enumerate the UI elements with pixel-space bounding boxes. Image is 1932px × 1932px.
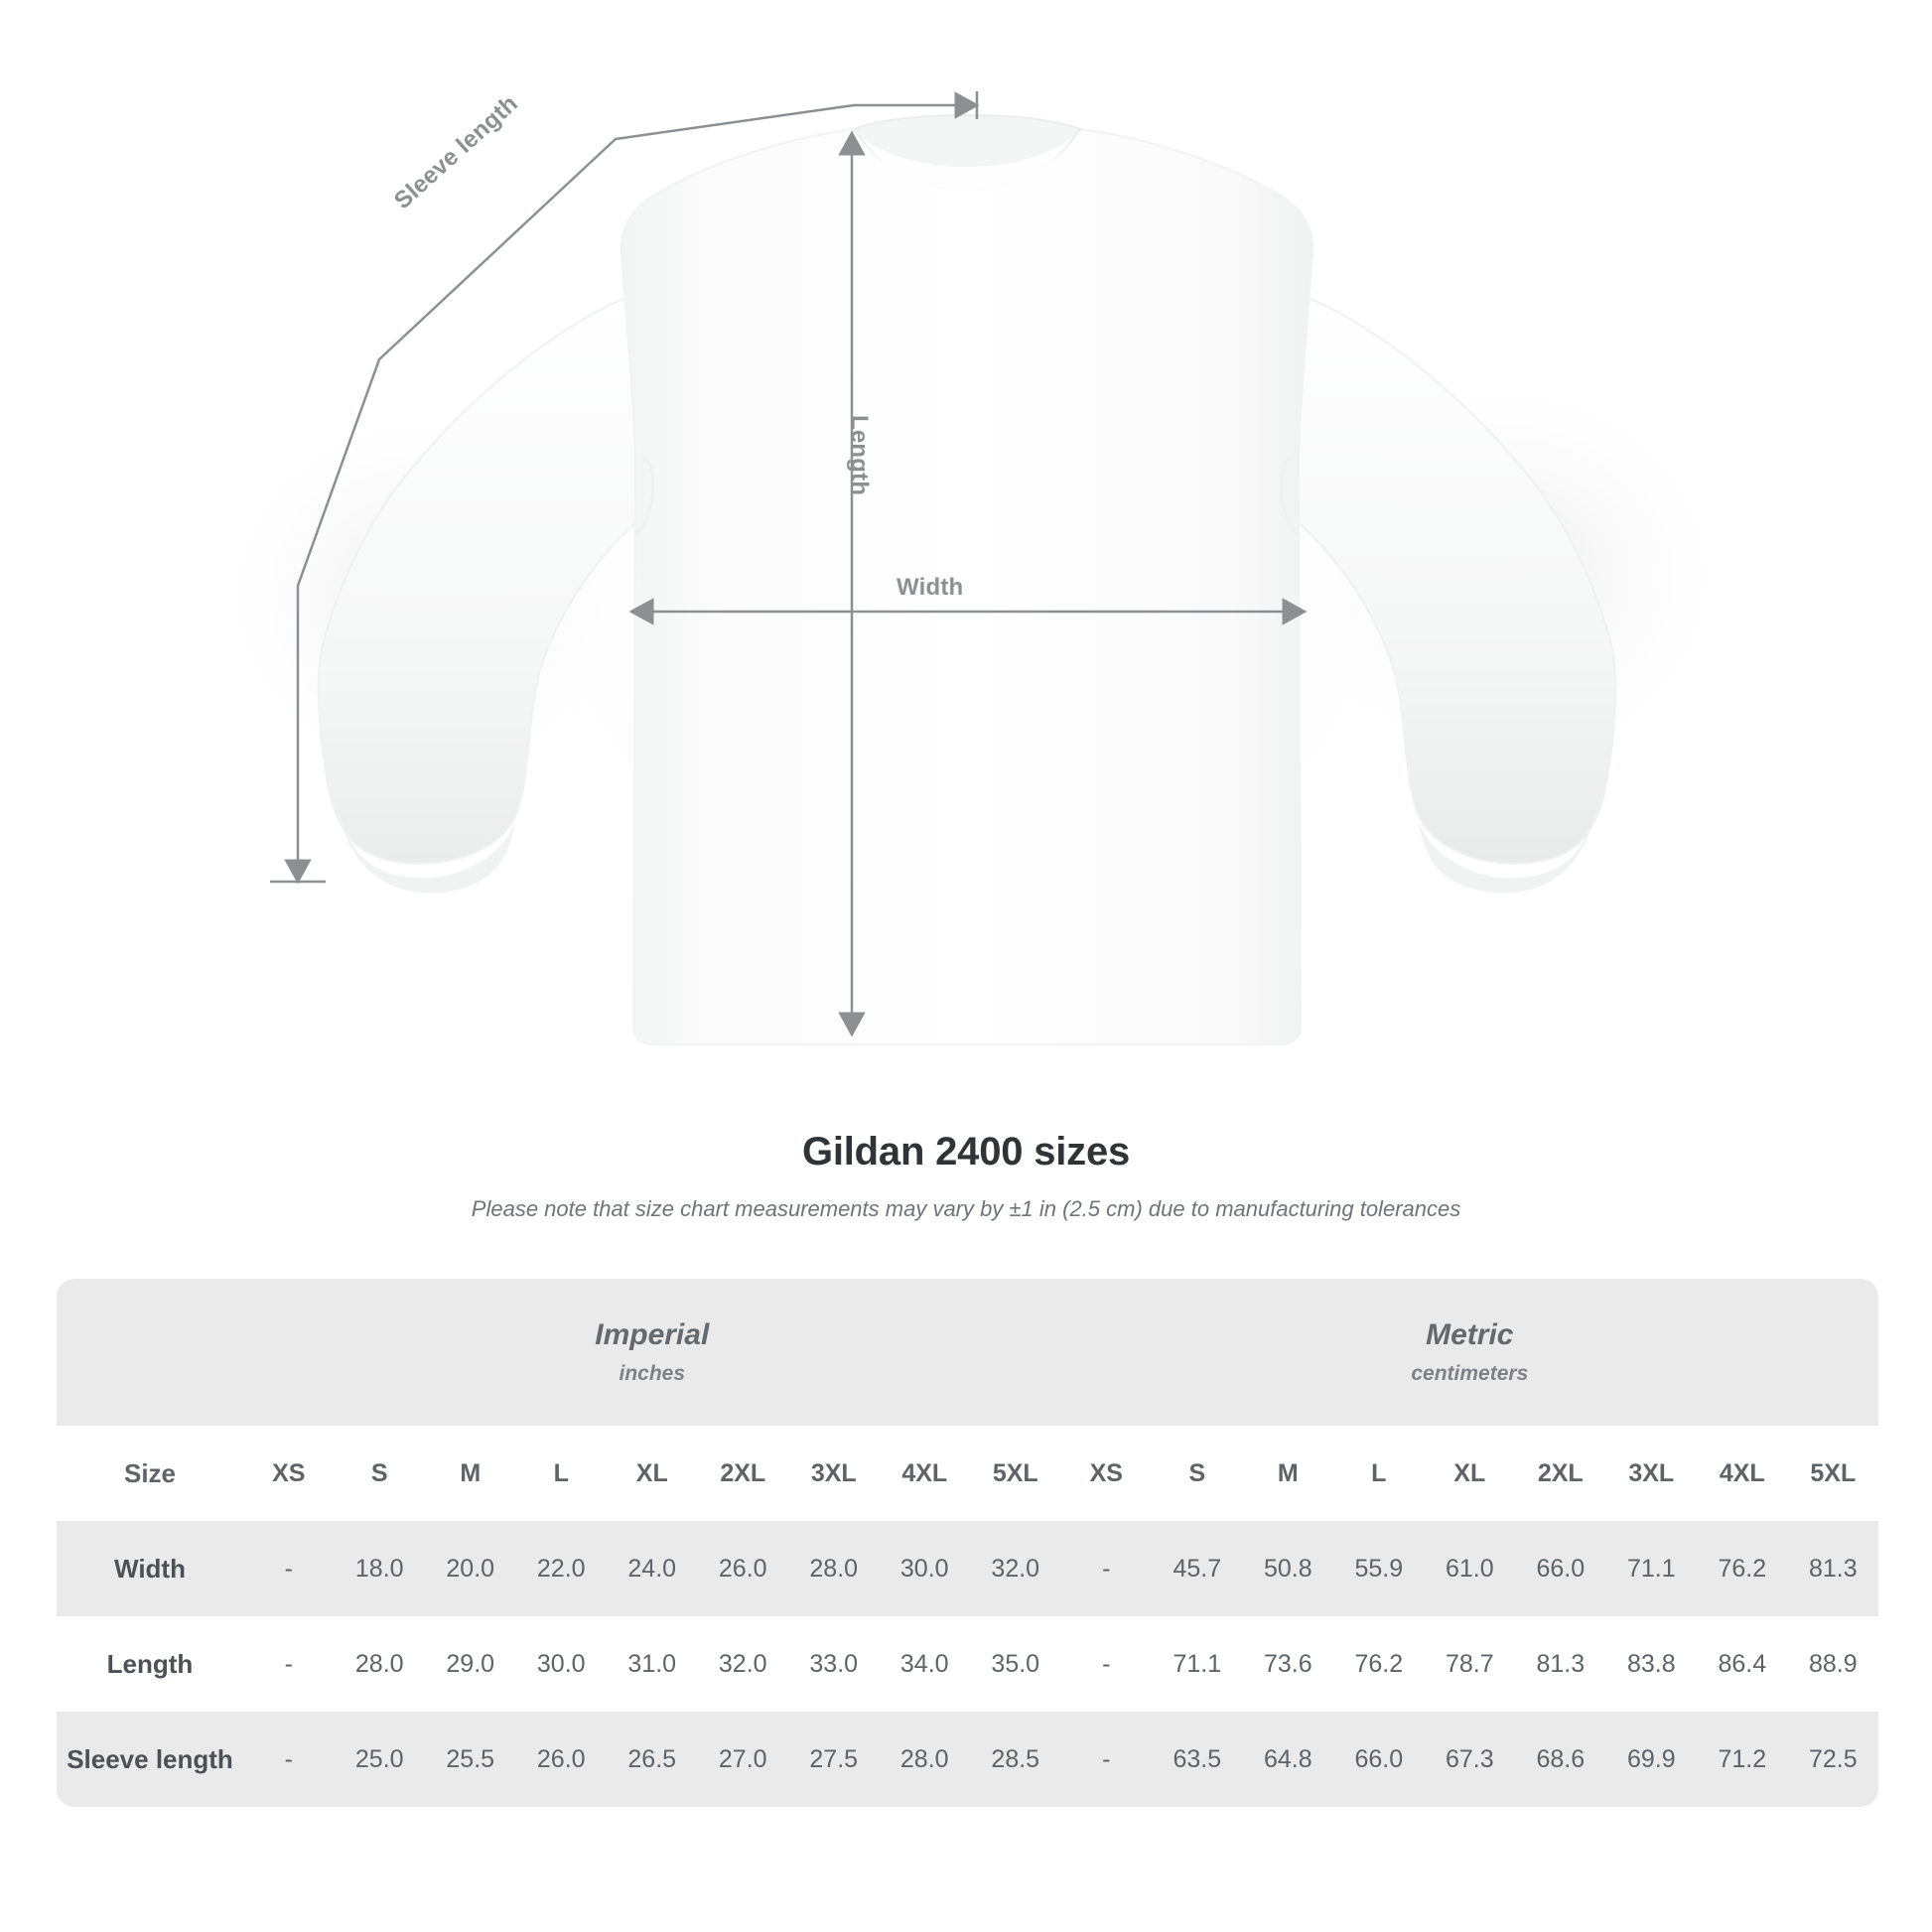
cell-width-metric-s: 45.7 — [1152, 1521, 1243, 1616]
cell-width-imperial-xl: 24.0 — [607, 1521, 698, 1616]
col-header-imperial-5xl: 5XL — [970, 1426, 1061, 1521]
col-header-imperial-2xl: 2XL — [698, 1426, 789, 1521]
col-header-metric-5xl: 5XL — [1788, 1426, 1879, 1521]
table-row — [57, 1712, 1878, 1807]
cell-sleeve-imperial-5xl: 28.5 — [970, 1712, 1061, 1807]
cell-length-imperial-5xl: 35.0 — [970, 1616, 1061, 1712]
metric-system-label: Metric — [1426, 1318, 1514, 1351]
cell-length-metric-5xl: 88.9 — [1788, 1616, 1879, 1712]
cell-length-metric-3xl: 83.8 — [1606, 1616, 1698, 1712]
cell-sleeve-metric-s: 63.5 — [1152, 1712, 1243, 1807]
cell-sleeve-metric-3xl: 69.9 — [1606, 1712, 1698, 1807]
table-row — [57, 1521, 1878, 1616]
imperial-group-header — [243, 1279, 1061, 1426]
cell-sleeve-metric-5xl: 72.5 — [1788, 1712, 1879, 1807]
cell-sleeve-imperial-3xl: 27.5 — [788, 1712, 880, 1807]
cell-sleeve-metric-4xl: 71.2 — [1697, 1712, 1788, 1807]
cell-sleeve-imperial-xl: 26.5 — [607, 1712, 698, 1807]
col-header-imperial-3xl: 3XL — [788, 1426, 880, 1521]
cell-sleeve-imperial-xs: - — [243, 1712, 335, 1807]
cell-width-metric-2xl: 66.0 — [1515, 1521, 1606, 1616]
cell-width-metric-xs: - — [1061, 1521, 1153, 1616]
cell-length-metric-4xl: 86.4 — [1697, 1616, 1788, 1712]
width-label: Width — [897, 574, 964, 601]
cell-sleeve-metric-2xl: 68.6 — [1515, 1712, 1606, 1807]
col-header-metric-2xl: 2XL — [1515, 1426, 1606, 1521]
row-label-width: Width — [57, 1521, 243, 1616]
cell-sleeve-metric-xs: - — [1061, 1712, 1153, 1807]
cell-length-metric-xs: - — [1061, 1616, 1153, 1712]
row-label-sleeve-length: Sleeve length — [57, 1712, 243, 1807]
cell-sleeve-imperial-l: 26.0 — [516, 1712, 608, 1807]
cell-width-metric-3xl: 71.1 — [1606, 1521, 1698, 1616]
cell-length-imperial-m: 29.0 — [425, 1616, 516, 1712]
cell-length-metric-m: 73.6 — [1243, 1616, 1334, 1712]
col-header-imperial-xl: XL — [607, 1426, 698, 1521]
size-table — [57, 1279, 1878, 1807]
col-header-metric-l: L — [1333, 1426, 1425, 1521]
cell-length-metric-s: 71.1 — [1152, 1616, 1243, 1712]
cell-width-imperial-2xl: 26.0 — [698, 1521, 789, 1616]
col-header-imperial-4xl: 4XL — [880, 1426, 971, 1521]
imperial-system-label: Imperial — [595, 1318, 710, 1351]
cell-length-metric-2xl: 81.3 — [1515, 1616, 1606, 1712]
cell-width-metric-4xl: 76.2 — [1697, 1521, 1788, 1616]
cell-sleeve-metric-xl: 67.3 — [1425, 1712, 1516, 1807]
col-header-imperial-m: M — [425, 1426, 516, 1521]
col-header-imperial-l: L — [516, 1426, 608, 1521]
size-column-header: Size — [57, 1426, 243, 1521]
cell-width-imperial-3xl: 28.0 — [788, 1521, 880, 1616]
cell-width-imperial-m: 20.0 — [425, 1521, 516, 1616]
cell-length-metric-xl: 78.7 — [1425, 1616, 1516, 1712]
col-header-metric-xl: XL — [1425, 1426, 1516, 1521]
cell-length-imperial-3xl: 33.0 — [788, 1616, 880, 1712]
cell-length-metric-l: 76.2 — [1333, 1616, 1425, 1712]
cell-width-imperial-xs: - — [243, 1521, 335, 1616]
tolerance-note: Please note that size chart measurements may vary by ±1 in (2.5 cm) due to manufacturing tolerances — [471, 1196, 1461, 1221]
unit-spacer-cell — [57, 1279, 243, 1426]
metric-unit-label: centimeters — [1411, 1362, 1529, 1385]
cell-width-imperial-4xl: 30.0 — [880, 1521, 971, 1616]
cell-width-metric-l: 55.9 — [1333, 1521, 1425, 1616]
cell-length-imperial-4xl: 34.0 — [880, 1616, 971, 1712]
length-label: Length — [846, 415, 873, 496]
col-header-metric-4xl: 4XL — [1697, 1426, 1788, 1521]
title-block — [0, 1130, 1932, 1222]
cell-sleeve-metric-m: 64.8 — [1243, 1712, 1334, 1807]
cell-width-imperial-s: 18.0 — [335, 1521, 426, 1616]
col-header-metric-m: M — [1243, 1426, 1334, 1521]
unit-group-row — [57, 1279, 1878, 1426]
size-table-wrapper — [57, 1279, 1875, 1807]
sleeve-length-label: Sleeve length — [389, 89, 523, 215]
page-title: Gildan 2400 sizes — [801, 1130, 1131, 1173]
cell-width-metric-m: 50.8 — [1243, 1521, 1334, 1616]
imperial-unit-label: inches — [619, 1362, 686, 1385]
row-label-length: Length — [57, 1616, 243, 1712]
cell-length-imperial-xl: 31.0 — [607, 1616, 698, 1712]
cell-width-imperial-l: 22.0 — [516, 1521, 608, 1616]
col-header-imperial-xs: XS — [243, 1426, 335, 1521]
cell-length-imperial-2xl: 32.0 — [698, 1616, 789, 1712]
metric-group-header — [1061, 1279, 1879, 1426]
cell-width-imperial-5xl: 32.0 — [970, 1521, 1061, 1616]
col-header-metric-xs: XS — [1061, 1426, 1153, 1521]
cell-width-metric-xl: 61.0 — [1425, 1521, 1516, 1616]
cell-sleeve-imperial-s: 25.0 — [335, 1712, 426, 1807]
cell-sleeve-metric-l: 66.0 — [1333, 1712, 1425, 1807]
col-header-metric-s: S — [1152, 1426, 1243, 1521]
shirt-body — [621, 129, 1312, 1044]
cell-length-imperial-l: 30.0 — [516, 1616, 608, 1712]
cell-length-imperial-s: 28.0 — [335, 1616, 426, 1712]
col-header-metric-3xl: 3XL — [1606, 1426, 1698, 1521]
cell-sleeve-imperial-4xl: 28.0 — [880, 1712, 971, 1807]
cell-length-imperial-xs: - — [243, 1616, 335, 1712]
cell-width-metric-5xl: 81.3 — [1788, 1521, 1879, 1616]
cell-sleeve-imperial-m: 25.5 — [425, 1712, 516, 1807]
size-header-row — [57, 1426, 1878, 1521]
cell-sleeve-imperial-2xl: 27.0 — [698, 1712, 789, 1807]
table-row — [57, 1616, 1878, 1712]
col-header-imperial-s: S — [335, 1426, 426, 1521]
